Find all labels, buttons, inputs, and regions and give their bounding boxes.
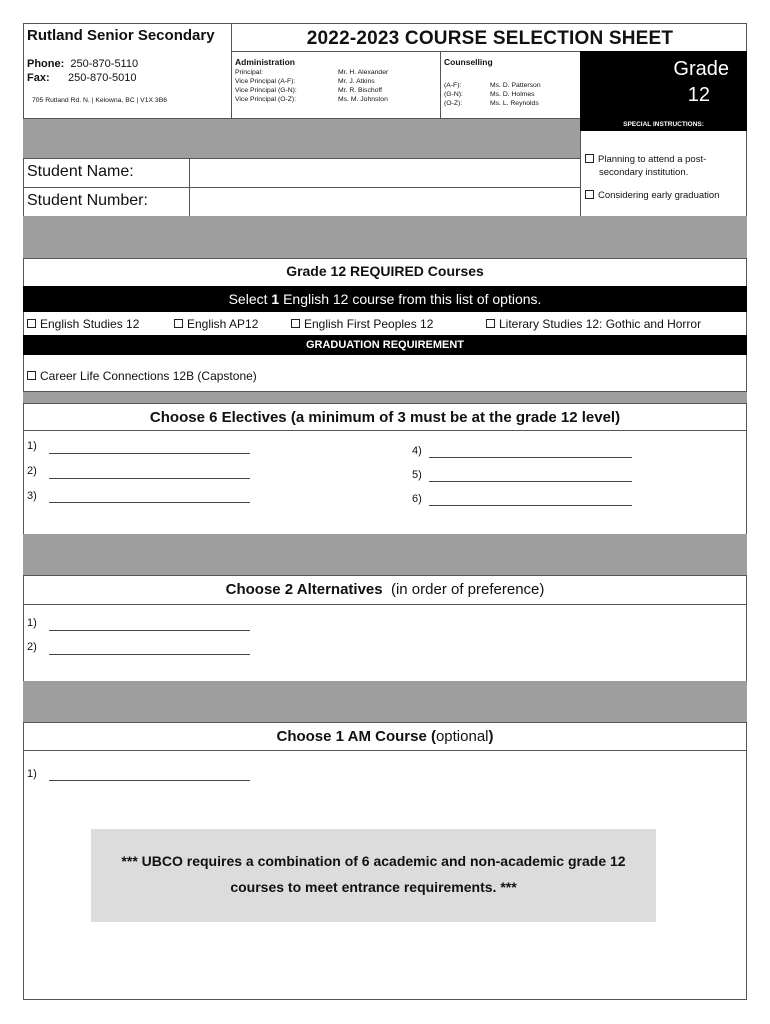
am-course-heading: Choose 1 AM Course (optional): [276, 728, 494, 745]
gray-band-4: [23, 534, 747, 575]
administration-names: Mr. H. Alexander Mr. J. Atkins Mr. R. Bischoff Ms. M. Johnston: [338, 69, 389, 103]
gray-band-5: [23, 681, 747, 722]
english-option-1[interactable]: English Studies 12: [27, 317, 139, 331]
ubco-note-line-2: courses to meet entrance requirements. ***: [230, 879, 517, 895]
english-checkbox-3[interactable]: [291, 319, 300, 328]
elective-number-6: 6): [412, 493, 422, 505]
header-divider: [231, 23, 232, 118]
select-english-bar: Select 1 English 12 course from this list of options.: [23, 286, 747, 312]
rule-9: [23, 750, 747, 751]
elective-line-5[interactable]: [429, 481, 632, 482]
rule-6: [23, 575, 747, 576]
administration-heading: Administration: [235, 57, 295, 67]
student-number-label: Student Number:: [27, 192, 148, 209]
gray-band-2: [23, 216, 747, 258]
elective-line-1[interactable]: [49, 453, 250, 454]
special-instructions-divider: [580, 131, 581, 216]
student-table-mid: [23, 187, 580, 188]
early-graduation-checkbox[interactable]: [585, 190, 594, 199]
fax-number: 250-870-5010: [67, 72, 137, 84]
am-course-number-1: 1): [27, 768, 37, 780]
student-table-top: [23, 158, 580, 159]
counselling-heading: Counselling: [444, 57, 493, 67]
graduation-requirement-bar: GRADUATION REQUIREMENT: [23, 335, 747, 355]
counselling-ranges: (A-F): (G-N): (O-Z):: [444, 82, 463, 107]
ubco-note-box: [91, 829, 656, 922]
alternative-line-1[interactable]: [49, 630, 250, 631]
grade-box: [580, 51, 747, 131]
rule-7: [23, 604, 747, 605]
alternative-number-2: 2): [27, 641, 37, 653]
rule-5: [23, 430, 747, 431]
admin-divider: [440, 51, 441, 118]
option-post-secondary[interactable]: Planning to attend a post- secondary institution.: [585, 153, 745, 179]
alternative-line-2[interactable]: [49, 654, 250, 655]
required-courses-heading: Grade 12 REQUIRED Courses: [286, 263, 484, 279]
english-checkbox-2[interactable]: [174, 319, 183, 328]
phone-row: Phone: 250-870-5110: [27, 58, 139, 70]
fax-row: Fax: 250-870-5010: [27, 72, 137, 84]
student-table-divider: [189, 158, 190, 216]
elective-line-6[interactable]: [429, 505, 632, 506]
electives-heading: Choose 6 Electives (a minimum of 3 must be at the grade 12 level): [149, 409, 621, 426]
elective-number-3: 3): [27, 490, 37, 502]
grade-number: 12: [687, 84, 710, 106]
counselling-names: Ms. D. Patterson Ms. D. Holmes Ms. L. Reynolds: [490, 82, 541, 107]
graduation-option[interactable]: Career Life Connections 12B (Capstone): [27, 369, 257, 383]
school-name: Rutland Senior Secondary: [27, 27, 215, 44]
rule-4: [23, 403, 747, 404]
elective-line-3[interactable]: [49, 502, 250, 503]
english-option-4[interactable]: Literary Studies 12: Gothic and Horror: [486, 317, 701, 331]
special-instructions-heading: SPECIAL INSTRUCTIONS:: [623, 121, 704, 128]
student-number-field[interactable]: [191, 189, 578, 215]
elective-number-5: 5): [412, 469, 422, 481]
option-early-graduation[interactable]: Considering early graduation: [585, 189, 719, 202]
elective-number-4: 4): [412, 445, 422, 457]
phone-number: 250-870-5110: [70, 58, 139, 70]
rule-8: [23, 722, 747, 723]
alternative-number-1: 1): [27, 617, 37, 629]
capstone-checkbox[interactable]: [27, 371, 36, 380]
elective-line-2[interactable]: [49, 478, 250, 479]
header-gray-band: [23, 118, 580, 158]
ubco-note-line-1: *** UBCO requires a combination of 6 academic and non-academic grade 12: [121, 853, 626, 869]
english-checkbox-1[interactable]: [27, 319, 36, 328]
elective-number-2: 2): [27, 465, 37, 477]
student-name-field[interactable]: [191, 160, 578, 186]
english-option-2[interactable]: English AP12: [174, 317, 258, 331]
elective-number-1: 1): [27, 440, 37, 452]
rule-2: [23, 258, 747, 259]
administration-roles: Principal: Vice Principal (A-F): Vice Principal (G-N): Vice Principal (O-Z):: [235, 69, 297, 103]
gray-band-3: [23, 392, 747, 403]
page-title: 2022-2023 COURSE SELECTION SHEET: [306, 28, 674, 49]
student-name-label: Student Name:: [27, 163, 134, 180]
header-bottom-line: [23, 118, 580, 119]
grade-word: Grade: [673, 58, 729, 80]
post-secondary-checkbox[interactable]: [585, 154, 594, 163]
alternatives-heading: Choose 2 Alternatives (in order of preference): [225, 581, 545, 598]
elective-line-4[interactable]: [429, 457, 632, 458]
school-address: 705 Rutland Rd. N. | Kelowna, BC | V1X 3B6: [32, 97, 168, 104]
am-course-line-1[interactable]: [49, 780, 250, 781]
english-checkbox-4[interactable]: [486, 319, 495, 328]
english-option-3[interactable]: English First Peoples 12: [291, 317, 433, 331]
